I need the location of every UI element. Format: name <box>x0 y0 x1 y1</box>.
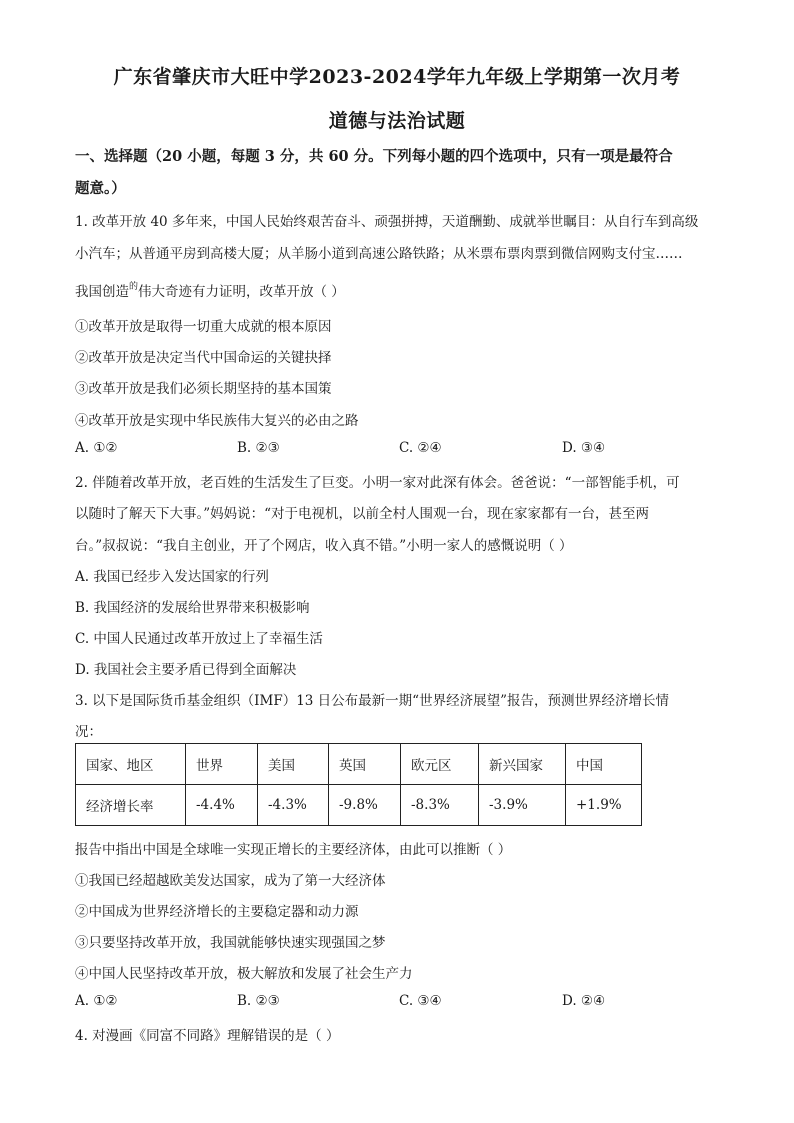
table-header-cell: 英国 <box>329 744 401 785</box>
q1-stem-line1: 1. 改革开放 40 多年来，中国人民始终艰苦奋斗、顽强拼搏，天道酬勤、成就举世瞩目：从自行车到高级 <box>75 214 699 230</box>
table-header-cell: 美国 <box>258 744 329 785</box>
q2-option-a[interactable]: A. 我国已经步入发达国家的行列 <box>75 569 269 585</box>
q1-option-a[interactable]: A. ①② <box>75 440 118 456</box>
q3-statement-3: ③只要坚持改革开放，我国就能够快速实现强国之梦 <box>75 935 386 951</box>
q1-stem-line3 <box>75 279 720 300</box>
q1-statement-1: ①改革开放是取得一切重大成就的根本原因 <box>75 319 332 335</box>
section-instructions-line2: 题意。） <box>75 180 126 197</box>
q1-option-d[interactable]: D. ③④ <box>562 440 606 456</box>
growth-rate-table <box>75 743 642 826</box>
q3-stem-line3: 报告中指出中国是全球唯一实现正增长的主要经济体，由此可以推断（ ） <box>75 842 512 858</box>
exam-title: 广东省肇庆市大旺中学2023-2024学年九年级上学期第一次月考 <box>113 66 681 88</box>
q2-option-b[interactable]: B. 我国经济的发展给世界带来积极影响 <box>75 600 310 616</box>
q3-statement-1: ①我国已经超越欧美发达国家，成为了第一大经济体 <box>75 873 386 889</box>
table-cell: -9.8% <box>329 785 401 826</box>
q3-option-c[interactable]: C. ③④ <box>399 993 442 1009</box>
q3-option-b[interactable]: B. ②③ <box>237 993 280 1009</box>
table-cell: -4.4% <box>186 785 258 826</box>
q3-option-d[interactable]: D. ②④ <box>562 993 606 1009</box>
q1-stem-line3-start: 我国创造 <box>75 284 129 300</box>
section-instructions-line1: 一、选择题（20 小题，每题 3 分，共 60 分。下列每小题的四个选项中，只有一项是最符合 <box>75 148 673 165</box>
q1-statement-2: ②改革开放是决定当代中国命运的关键抉择 <box>75 350 332 366</box>
exam-subtitle: 道德与法治试题 <box>328 110 466 132</box>
q1-statement-3: ③改革开放是我们必须长期坚持的基本国策 <box>75 381 332 397</box>
table-cell: -3.9% <box>479 785 566 826</box>
q1-option-c[interactable]: C. ②④ <box>399 440 442 456</box>
q3-stem-line2: 况： <box>75 724 102 740</box>
table-cell: -4.3% <box>258 785 329 826</box>
table-row <box>76 785 642 826</box>
table-header-cell: 国家、地区 <box>76 744 186 785</box>
q4-stem-line1: 4. 对漫画《同富不同路》理解错误的是（ ） <box>75 1028 340 1044</box>
q1-stem-superscript: 的 <box>129 282 139 292</box>
q3-option-a[interactable]: A. ①② <box>75 993 118 1009</box>
q1-stem-line2: 小汽车；从普通平房到高楼大厦；从羊肠小道到高速公路铁路；从米票布票肉票到微信网购支付宝…… <box>75 246 683 262</box>
q2-option-c[interactable]: C. 中国人民通过改革开放过上了幸福生活 <box>75 631 323 647</box>
q1-statement-4: ④改革开放是实现中华民族伟大复兴的必由之路 <box>75 413 359 429</box>
q2-option-d[interactable]: D. 我国社会主要矛盾已得到全面解决 <box>75 662 297 678</box>
table-header-cell: 新兴国家 <box>479 744 566 785</box>
table-header-cell: 欧元区 <box>401 744 479 785</box>
table-header-cell: 世界 <box>186 744 258 785</box>
q3-statement-2: ②中国成为世界经济增长的主要稳定器和动力源 <box>75 904 359 920</box>
q3-stem-line1: 3. 以下是国际货币基金组织（IMF）13 日公布最新一期“世界经济展望”报告，预测世界经济增长情 <box>75 693 669 709</box>
q1-option-b[interactable]: B. ②③ <box>237 440 280 456</box>
table-cell: +1.9% <box>566 785 642 826</box>
table-cell: 经济增长率 <box>76 785 186 826</box>
q2-stem-line3: 台。”叔叔说：“我自主创业，开了个网店，收入真不错。”小明一家人的感慨说明（ ） <box>75 538 573 554</box>
table-cell: -8.3% <box>401 785 479 826</box>
table-header-cell: 中国 <box>566 744 642 785</box>
table-header-row <box>76 744 642 785</box>
q2-stem-line2: 以随时了解天下大事。”妈妈说：“对于电视机，以前全村人围观一台，现在家家都有一台，甚至两 <box>75 506 650 522</box>
q3-statement-4: ④中国人民坚持改革开放，极大解放和发展了社会生产力 <box>75 966 413 982</box>
q1-stem-line3-end: 伟大奇迹有力证明，改革开放（ ） <box>138 284 345 300</box>
q2-stem-line1: 2. 伴随着改革开放，老百姓的生活发生了巨变。小明一家对此深有体会。爸爸说：“一部智能手机，可 <box>75 475 680 491</box>
